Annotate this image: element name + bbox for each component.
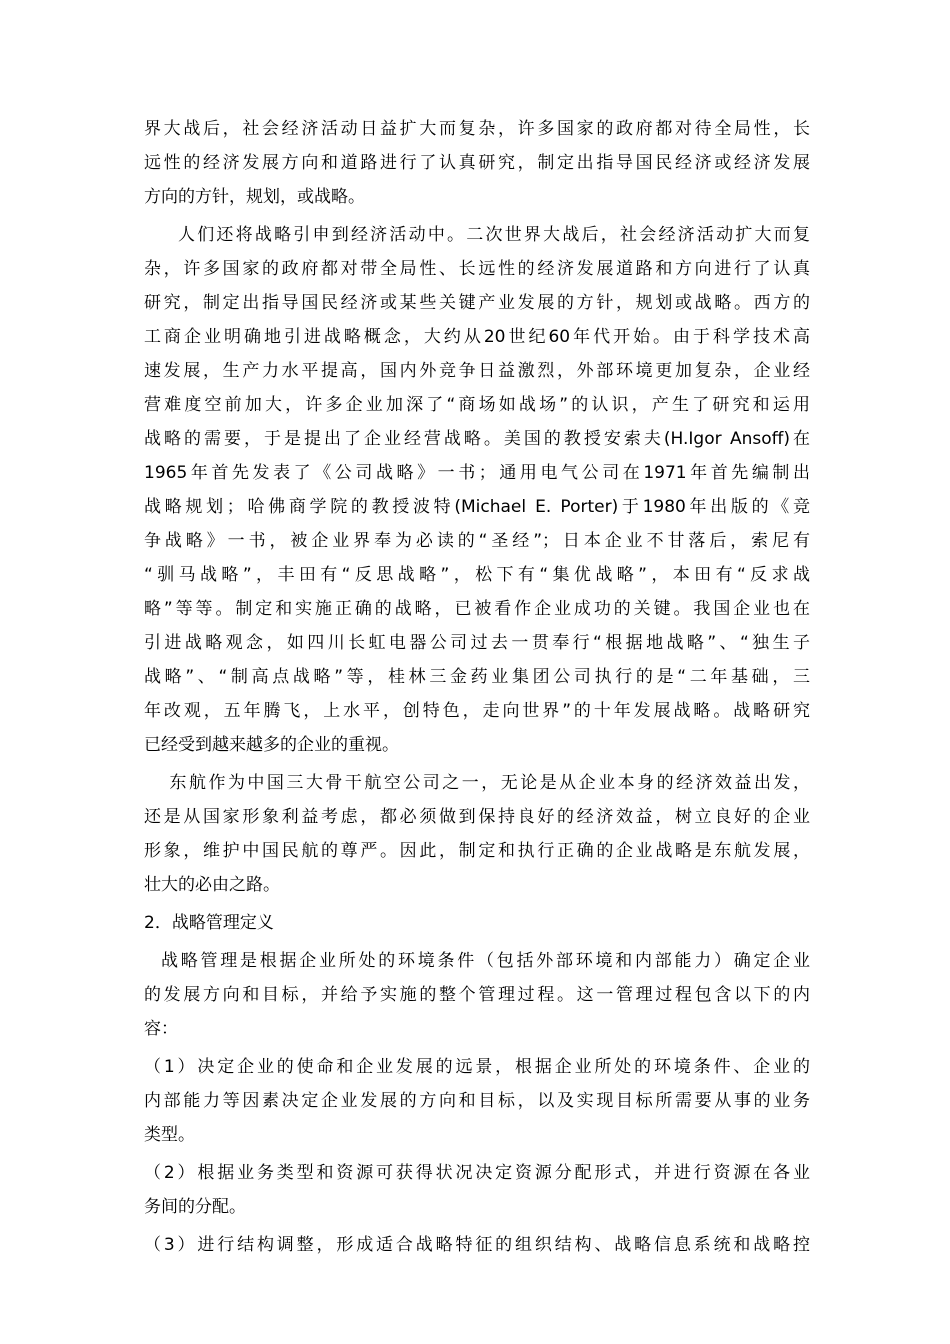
text-line: 争战略》一书，被企业界奉为必读的“圣经”；日本企业不甘落后，索尼有: [144, 531, 810, 551]
paragraph: [144, 1050, 810, 1152]
text-line: 战略”、“制高点战略”等，桂林三金药业集团公司执行的是“二年基础，三: [144, 667, 810, 687]
text-line: 务间的分配。: [144, 1197, 246, 1217]
text-line: （2）根据业务类型和资源可获得状况决定资源分配形式，并进行资源在各业: [144, 1163, 810, 1183]
paragraph: [144, 112, 810, 214]
text-line: 引进战略观念，如四川长虹电器公司过去一贯奉行“根据地战略”、“独生子: [144, 633, 810, 653]
text-line: （1）决定企业的使命和企业发展的远景，根据企业所处的环境条件、企业的: [144, 1057, 810, 1077]
text-line: 工商企业明确地引进战略概念，大约从20世纪60年代开始。由于科学技术高: [144, 327, 810, 347]
text-line: 略”等等。制定和实施正确的战略，已被看作企业成功的关键。我国企业也在: [144, 599, 810, 619]
paragraph: [144, 906, 810, 940]
text-line: 形象，维护中国民航的尊严。因此，制定和执行正确的企业战略是东航发展，: [144, 841, 810, 861]
text-line: 1965年首先发表了《公司战略》一书；通用电气公司在1971年首先编制出: [144, 463, 810, 483]
text-line: 还是从国家形象利益考虑，都必须做到保持良好的经济效益，树立良好的企业: [144, 807, 810, 827]
text-line: 年改观，五年腾飞，上水平，创特色，走向世界”的十年发展战略。战略研究: [144, 701, 810, 721]
text-line: 2．战略管理定义: [144, 913, 274, 933]
text-line: 人们还将战略引申到经济活动中。二次世界大战后，社会经济活动扩大而复: [178, 225, 810, 245]
text-line: 壮大的必由之路。: [144, 875, 280, 895]
text-line: 方向的方针，规划，或战略。: [144, 187, 365, 207]
paragraph: [144, 944, 810, 1046]
text-line: 东航作为中国三大骨干航空公司之一，无论是从企业本身的经济效益出发，: [169, 773, 810, 793]
text-line: 远性的经济发展方向和道路进行了认真研究，制定出指导国民经济或经济发展: [144, 153, 810, 173]
text-line: 杂，许多国家的政府都对带全局性、长远性的经济发展道路和方向进行了认真: [144, 259, 810, 279]
text-line: 战略管理是根据企业所处的环境条件（包括外部环境和内部能力）确定企业: [161, 951, 810, 971]
text-line: 内部能力等因素决定企业发展的方向和目标，以及实现目标所需要从事的业务: [144, 1091, 810, 1111]
text-line: 速发展，生产力水平提高，国内外竞争日益激烈，外部环境更加复杂，企业经: [144, 361, 810, 381]
text-line: 战略的需要，于是提出了企业经营战略。美国的教授安索夫(H.Igor Ansoff)在: [144, 429, 810, 449]
paragraph: [144, 218, 810, 762]
text-line: 界大战后，社会经济活动日益扩大而复杂，许多国家的政府都对待全局性，长: [144, 119, 810, 139]
text-line: 的发展方向和目标，并给予实施的整个管理过程。这一管理过程包含以下的内: [144, 985, 810, 1005]
document-page: [144, 112, 810, 1262]
paragraph: [144, 766, 810, 902]
text-line: 战略规划；哈佛商学院的教授波特(Michael E. Porter)于1980年出版的《竞: [144, 497, 810, 517]
paragraph: [144, 1156, 810, 1224]
text-line: 容：: [144, 1019, 178, 1039]
text-line: 研究，制定出指导国民经济或某些关键产业发展的方针，规划或战略。西方的: [144, 293, 810, 313]
text-line: 营难度空前加大，许多企业加深了“商场如战场”的认识，产生了研究和运用: [144, 395, 810, 415]
text-line: （3）进行结构调整，形成适合战略特征的组织结构、战略信息系统和战略控: [144, 1235, 810, 1255]
paragraph: [144, 1228, 810, 1262]
text-line: “驯马战略”，丰田有“反思战略”，松下有“集优战略”，本田有“反求战: [144, 565, 810, 585]
text-line: 类型。: [144, 1125, 195, 1145]
text-line: 已经受到越来越多的企业的重视。: [144, 735, 399, 755]
